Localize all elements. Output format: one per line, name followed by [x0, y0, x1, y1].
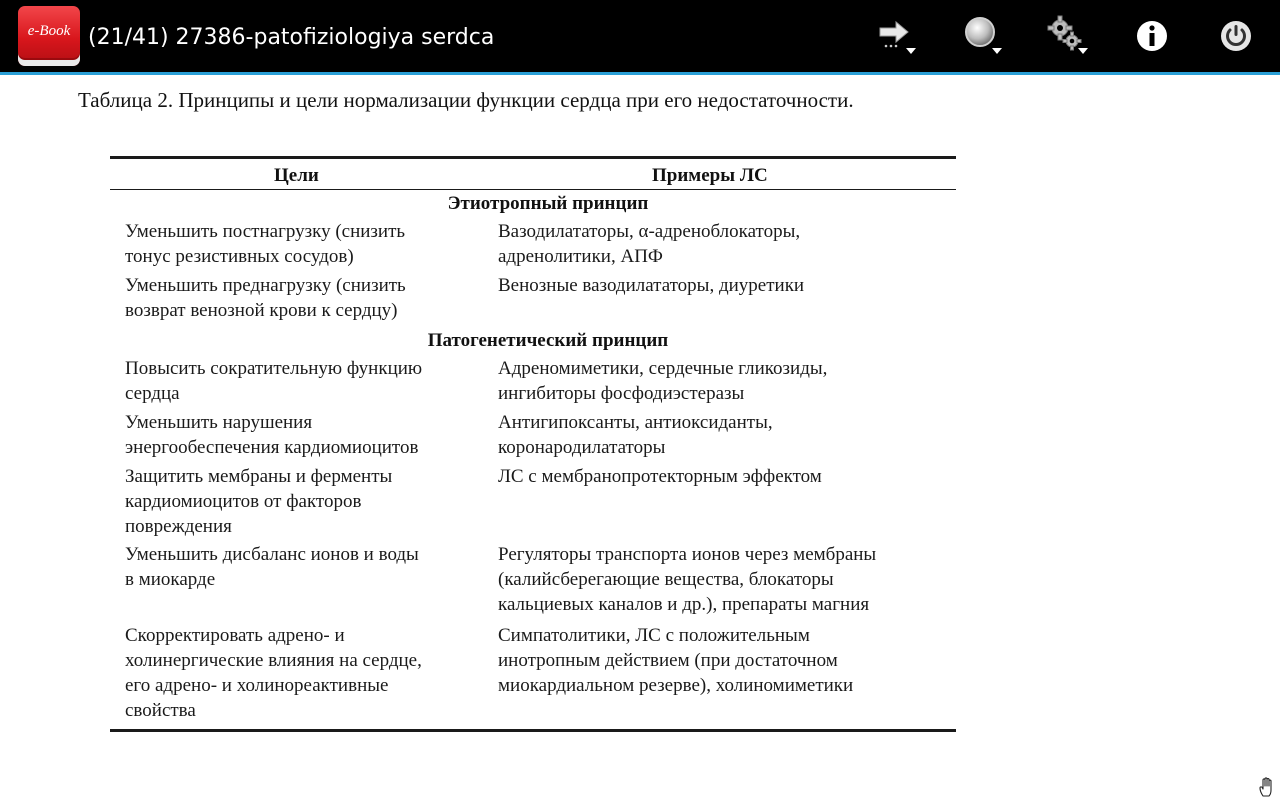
- goal-cell: [110, 273, 498, 323]
- example-cell: [498, 356, 956, 406]
- example-cell: [498, 219, 956, 269]
- table-caption: Таблица 2. Принципы и цели нормализации функции сердца при его недостаточности.: [78, 88, 854, 112]
- example-cell-line: Антигипоксанты, антиоксиданты,: [498, 412, 773, 433]
- goal-cell: [110, 623, 498, 723]
- goal-cell-line: холинергические влияния на сердце,: [125, 650, 422, 671]
- goal-cell-line: Уменьшить дисбаланс ионов и воды: [125, 544, 419, 565]
- power-icon: [1214, 14, 1258, 58]
- example-cell: [498, 273, 956, 298]
- table-row: [110, 219, 956, 269]
- table-section-title: Патогенетический принцип: [427, 330, 669, 351]
- example-cell: [498, 464, 956, 489]
- goal-cell: [110, 356, 498, 406]
- goal-cell-line: Защитить мембраны и ферменты: [125, 466, 393, 487]
- example-cell-line: коронародилататоры: [498, 437, 666, 458]
- example-cell-line: Симпатолитики, ЛС с положительным: [498, 625, 810, 646]
- goto-page-icon: [876, 14, 920, 58]
- goal-cell: [110, 219, 498, 269]
- document-title: (21/41) 27386-patofiziologiya serdca: [88, 25, 495, 50]
- goal-cell: [110, 542, 498, 592]
- example-cell-line: ЛС с мембранопротекторным эффектом: [498, 466, 822, 487]
- table-row: [110, 273, 956, 323]
- goal-cell-line: Уменьшить преднагрузку (снизить: [125, 275, 406, 296]
- logo-text: e-Book: [27, 23, 71, 39]
- goal-cell-line: повреждения: [125, 516, 232, 537]
- goal-cell-line: тонус резистивных сосудов): [125, 246, 354, 267]
- goal-cell-line: Скорректировать адрено- и: [125, 625, 345, 646]
- goal-cell-line: в миокарде: [125, 569, 216, 590]
- table-header: [110, 159, 956, 189]
- goal-cell-line: возврат венозной крови к сердцу): [125, 300, 398, 321]
- table-bottom-rule: [110, 729, 956, 732]
- ebook-logo[interactable]: [18, 6, 80, 66]
- goal-cell-line: сердца: [125, 383, 180, 404]
- table-row: [110, 542, 956, 617]
- goal-cell: [110, 464, 498, 539]
- example-cell-line: миокардиальном резерве), холиномиметики: [498, 675, 854, 696]
- example-cell-line: Регуляторы транспорта ионов через мембраны: [498, 544, 877, 565]
- example-cell: [498, 542, 956, 617]
- goal-cell-line: Уменьшить нарушения: [125, 412, 313, 433]
- goal-cell-line: Повысить сократительную функцию: [125, 358, 423, 379]
- hand-cursor-icon: [1257, 776, 1279, 798]
- search-button[interactable]: [962, 14, 1006, 58]
- table-row: [110, 356, 956, 406]
- goal-cell-line: энергообеспечения кардиомиоцитов: [125, 437, 419, 458]
- table-section-title: Этиотропный принцип: [447, 193, 649, 214]
- goal-cell-line: Уменьшить постнагрузку (снизить: [125, 221, 406, 242]
- example-cell-line: Адреномиметики, сердечные гликозиды,: [498, 358, 828, 379]
- goal-cell-line: кардиомиоцитов от факторов: [125, 491, 362, 512]
- table-row: [110, 623, 956, 723]
- example-cell-line: адренолитики, АПФ: [498, 246, 663, 267]
- example-cell-line: кальциевых каналов и др.), препараты магния: [498, 594, 870, 615]
- goal-cell-line: его адрено- и холинореактивные: [125, 675, 389, 696]
- search-icon: [962, 14, 1006, 58]
- example-cell-line: (калийсберегающие вещества, блокаторы: [498, 569, 834, 590]
- goal-cell: [110, 410, 498, 460]
- table-row: [110, 410, 956, 460]
- example-cell: [498, 410, 956, 460]
- table-body: [110, 190, 956, 723]
- example-cell-line: инотропным действием (при достаточном: [498, 650, 838, 671]
- toolbar-accent-line: [0, 72, 1280, 75]
- goto-page-button[interactable]: [876, 14, 920, 58]
- info-button[interactable]: [1130, 14, 1174, 58]
- info-icon: [1130, 14, 1174, 58]
- header-examples: Примеры ЛС: [652, 165, 768, 186]
- example-cell-line: Венозные вазодилататоры, диуретики: [498, 275, 805, 296]
- example-cell-line: ингибиторы фосфодиэстеразы: [498, 383, 745, 404]
- table-row: [110, 464, 956, 539]
- top-toolbar: [0, 0, 1280, 72]
- example-cell-line: Вазодилататоры, α-адреноблокаторы,: [498, 221, 801, 242]
- principles-table: [110, 156, 956, 732]
- power-button[interactable]: [1214, 14, 1258, 58]
- settings-icon: [1046, 14, 1090, 58]
- header-goals: Цели: [274, 165, 319, 186]
- example-cell: [498, 623, 956, 698]
- goal-cell-line: свойства: [125, 700, 196, 721]
- settings-button[interactable]: [1046, 14, 1090, 58]
